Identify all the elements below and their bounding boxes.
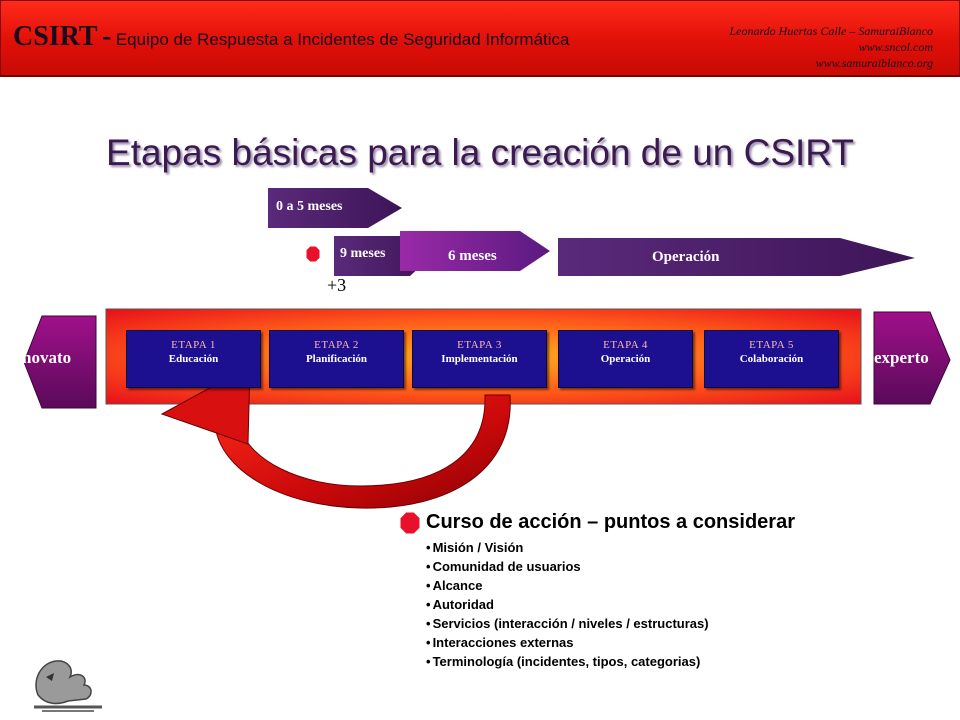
stage-number: ETAPA 3	[457, 339, 502, 351]
novato-label: novato	[22, 348, 72, 367]
stage-number: ETAPA 4	[603, 339, 648, 351]
stage-number: ETAPA 1	[171, 339, 216, 351]
dragon-logo-icon	[28, 655, 108, 715]
stage-name: Colaboración	[739, 353, 804, 365]
list-item: • Comunidad de usuarios	[426, 557, 709, 576]
course-title: Curso de acción – puntos a considerar	[426, 511, 795, 533]
timeline-arrow-operacion	[558, 238, 915, 276]
stage-box-4	[558, 330, 693, 388]
stage-name: Operación	[600, 353, 651, 365]
stage-box-2	[269, 330, 404, 388]
header-brand: CSIRT	[13, 21, 98, 52]
list-item: • Terminología (incidentes, tipos, categorias)	[426, 652, 709, 671]
list-item: • Interacciones externas	[426, 633, 709, 652]
course-octagon-icon	[400, 512, 420, 534]
curved-return-arrow	[215, 395, 510, 508]
stage-number: ETAPA 5	[749, 339, 794, 351]
list-item: • Misión / Visión	[426, 538, 709, 557]
list-item: • Autoridad	[426, 595, 709, 614]
slide-title: Etapas básicas para la creación de un CSIRT	[106, 132, 854, 173]
header-subtitle: Equipo de Respuesta a Incidentes de Seguridad Informática	[115, 30, 570, 49]
octagon-marker-icon	[306, 246, 320, 262]
course-list	[426, 538, 709, 671]
author-site-2: www.samuraiblanco.org	[815, 56, 933, 70]
author-name: Leonardo Huertas Calle – SamuraiBlanco	[729, 24, 933, 38]
stage-name: Implementación	[441, 353, 518, 365]
experto-label: experto	[874, 348, 929, 367]
stage-box-1	[126, 330, 261, 388]
stage-box-5	[704, 330, 839, 388]
author-site-1: www.sncol.com	[858, 40, 933, 54]
arrow-label-operacion: Operación	[652, 249, 720, 265]
stage-name: Planificación	[305, 353, 368, 365]
list-item: • Alcance	[426, 576, 709, 595]
plus-three-label: +3	[327, 275, 347, 295]
arrow-label-0-5: 0 a 5 meses	[276, 199, 343, 214]
stage-name: Educación	[168, 353, 219, 365]
header-dash: -	[102, 21, 112, 52]
stage-number: ETAPA 2	[314, 339, 359, 351]
stage-box-3	[412, 330, 547, 388]
arrow-label-6: 6 meses	[448, 248, 497, 264]
arrow-label-9: 9 meses	[340, 246, 386, 261]
list-item: • Servicios (interacción / niveles / estructuras)	[426, 614, 709, 633]
